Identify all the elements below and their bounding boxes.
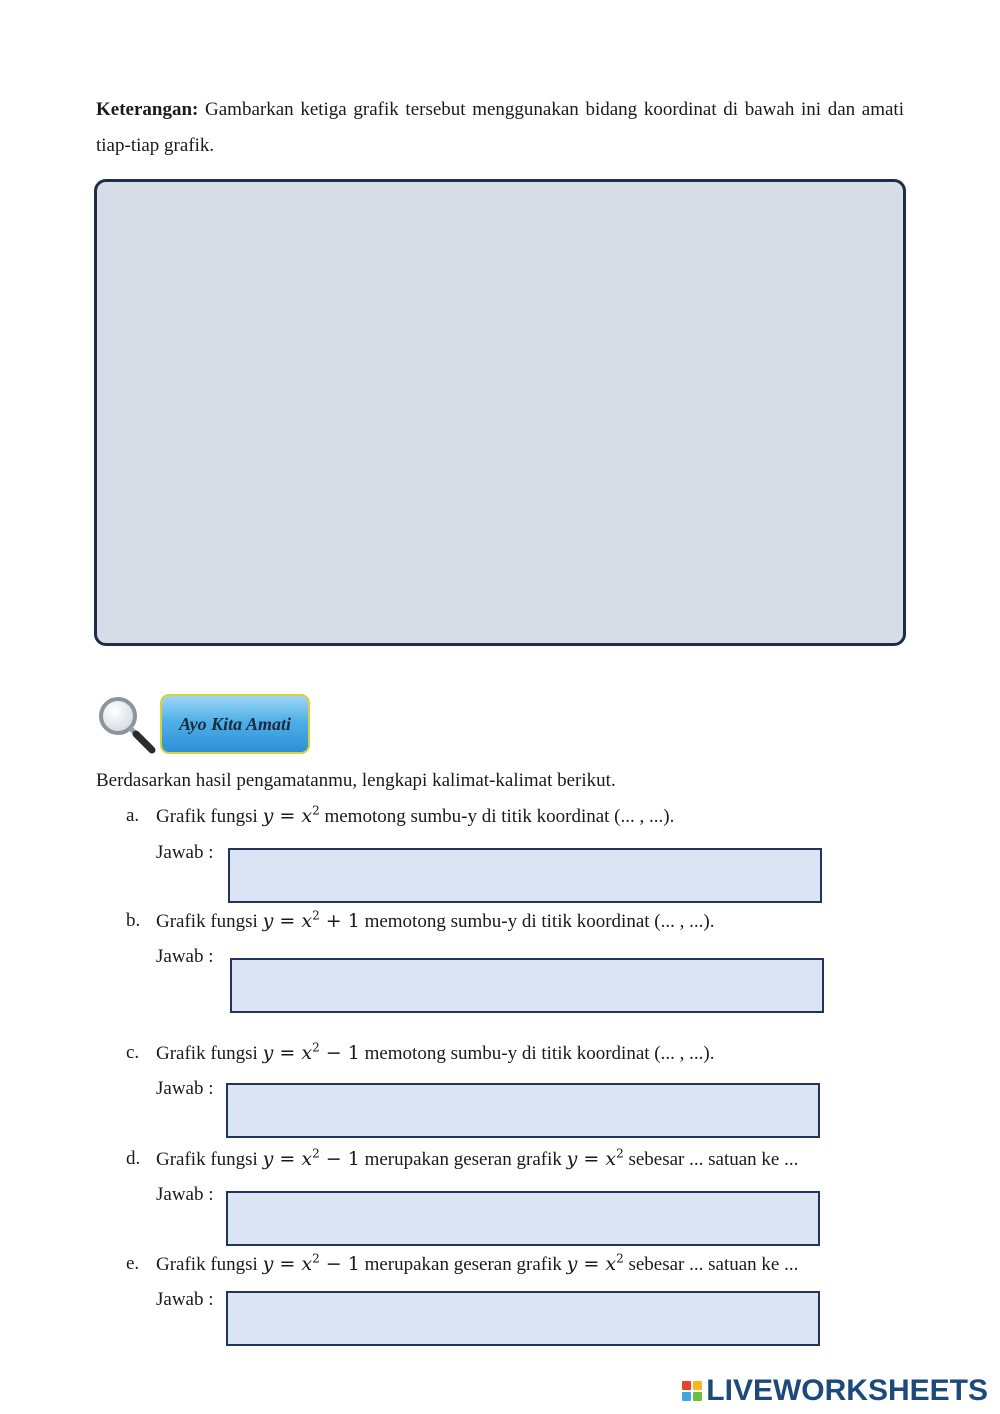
ayo-kita-amati-badge: Ayo Kita Amati (160, 694, 310, 754)
liveworksheets-logo-icon (682, 1381, 702, 1401)
instructions-text: Gambarkan ketiga grafik tersebut menggunakan bidang koordinat di bawah ini dan amati tiap-tiap grafik. (96, 99, 904, 156)
question-text: Grafik fungsi $y = x^2 - 1$ merupakan geseran grafik $y = x^2$ sebesar ... satuan ke ... (156, 1146, 799, 1170)
question-text: Grafik fungsi $y = x^2 - 1$ memotong sumbu-y di titik koordinat (... , ...). (156, 1040, 715, 1064)
equation: $y = x^2 - 1$ (262, 1040, 360, 1064)
question-letter: a. (126, 805, 140, 826)
answer-input-c[interactable] (226, 1083, 820, 1138)
question-text: Grafik fungsi $y = x^2 + 1$ memotong sumbu-y di titik koordinat (... , ...). (156, 908, 715, 932)
answer-input-e[interactable] (226, 1291, 820, 1346)
question-letter: b. (126, 910, 141, 931)
answer-input-a[interactable] (228, 848, 822, 903)
answer-input-b[interactable] (230, 958, 824, 1013)
question-text: Grafik fungsi $y = x^2 - 1$ merupakan geseran grafik $y = x^2$ sebesar ... satuan ke ... (156, 1251, 799, 1275)
equation: $y = x^2 - 1$ (262, 1146, 360, 1170)
liveworksheets-logo-text: LIVEWORKSHEETS (706, 1374, 988, 1407)
jawab-label-d: Jawab : (156, 1184, 214, 1205)
jawab-label-c: Jawab : (156, 1078, 214, 1099)
equation: $y = x^2 + 1$ (262, 908, 360, 932)
magnifier-icon (96, 694, 158, 756)
question-letter: d. (126, 1148, 141, 1169)
question-letter: c. (126, 1042, 140, 1063)
equation: $y = x^2$ (566, 1146, 624, 1170)
jawab-label-e: Jawab : (156, 1289, 214, 1310)
answer-input-d[interactable] (226, 1191, 820, 1246)
equation: $y = x^2$ (262, 803, 320, 827)
equation: $y = x^2$ (566, 1251, 624, 1275)
coordinate-drawing-area[interactable] (94, 179, 906, 646)
liveworksheets-logo (682, 1374, 988, 1408)
question-text: Grafik fungsi $y = x^2$ memotong sumbu-y di titik koordinat (... , ...). (156, 803, 675, 827)
instructions-label: Keterangan: (96, 99, 199, 120)
instructions-paragraph (96, 92, 904, 164)
question-letter: e. (126, 1253, 140, 1274)
jawab-label-b: Jawab : (156, 946, 214, 967)
jawab-label-a: Jawab : (156, 842, 214, 863)
equation: $y = x^2 - 1$ (262, 1251, 360, 1275)
lead-sentence: Berdasarkan hasil pengamatanmu, lengkapi kalimat-kalimat berikut. (96, 770, 616, 791)
